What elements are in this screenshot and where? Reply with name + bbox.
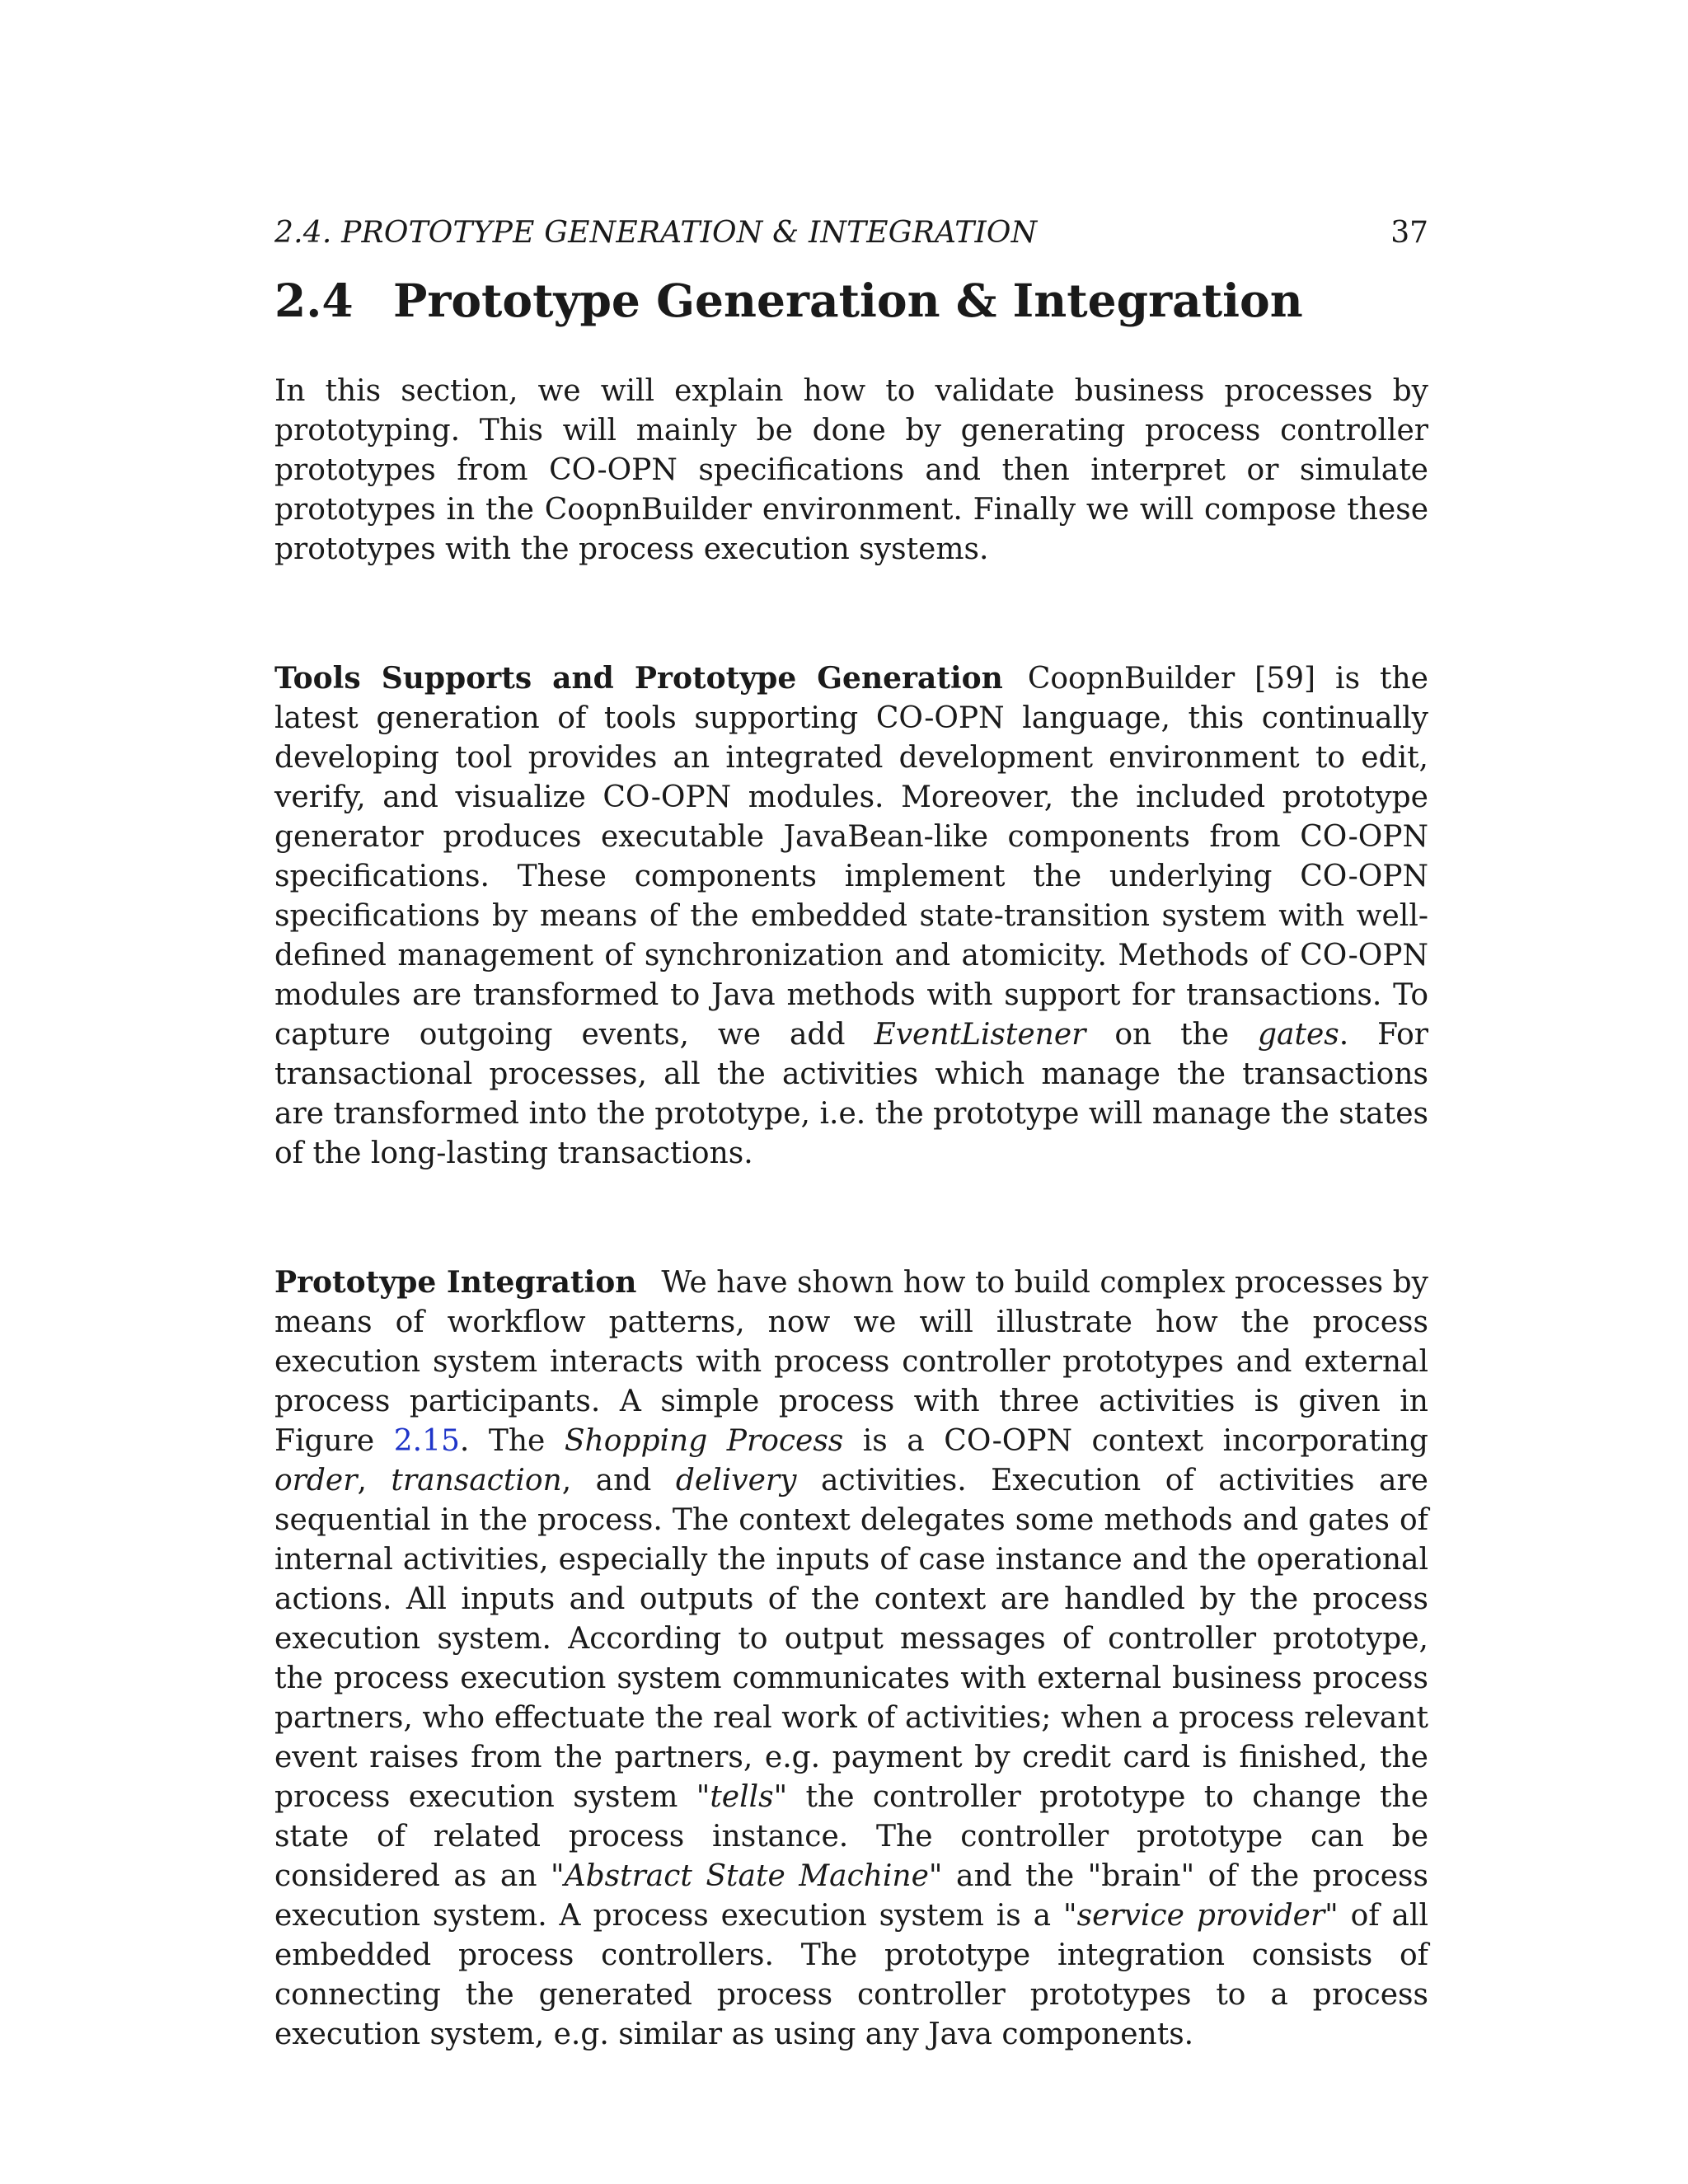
integration-text-7: the controller prototype to change the state of related process instance. The controller prototype can be considered as an [274, 1780, 1428, 1893]
integration-text-3: is a CO-OPN context incorporating [843, 1424, 1428, 1458]
document-page [274, 210, 1428, 2055]
tools-text-2: on the [1085, 1018, 1258, 1052]
section-number: 2.4 [274, 274, 354, 327]
intro-paragraph: In this section, we will explain how to validate business processes by prototyping. This will mainly be done by generating process controller prototypes from CO-OPN specifications and then interpret or simulate prototypes in the CoopnBuilder environment. Finally we will compose these prototypes with the process execution systems. [274, 374, 1428, 566]
page-number: 37 [1390, 216, 1428, 250]
integration-text-1: We have shown how to build complex processes by means of workflow patterns, now we will illustrate how the process execution system interacts with process controller prototypes and external process participants. A simple process with three activities is given in Figure [274, 1266, 1428, 1458]
integration-paragraph [274, 1263, 1428, 2055]
running-header [274, 210, 1428, 256]
tools-em-gates: gates [1257, 1018, 1339, 1052]
figure-reference-link[interactable]: 2.15 [393, 1424, 460, 1458]
integration-em-order: order [274, 1464, 358, 1497]
tools-heading: Tools Supports and Prototype Generation [274, 661, 1003, 696]
tools-paragraph [274, 658, 1428, 1174]
integration-em-abstract-state-machine: "Abstract State Machine" [551, 1859, 943, 1893]
integration-text-2: . The [459, 1424, 565, 1458]
integration-em-tells: "tells" [696, 1780, 788, 1814]
integration-em-shopping-process: Shopping Process [564, 1424, 844, 1458]
integration-text-4: , [357, 1464, 392, 1497]
tools-em-eventlistener: EventListener [874, 1018, 1086, 1052]
integration-text-6: activities. Execution of activities are sequential in the process. The context delegates some methods and gates of internal activities, especially the inputs of case instance and the operational actions. All inputs and outputs of the context are handled by the process execution system. According to output messages of controller prototype, the process execution system communicates with external business process partners, who effectuate the real work of activities; when a process relevant event raises from the partners, e.g. payment by credit card is finished, the process execution system [274, 1464, 1428, 1814]
integration-em-service-provider: "service provider" [1063, 1899, 1339, 1933]
integration-text-9: of all embedded process controllers. The prototype integration consists of connecting the generated process controller prototypes to a process execution system, e.g. similar as using any Java components. [274, 1899, 1429, 2051]
section-heading [274, 268, 1428, 334]
running-header-title: 2.4. PROTOTYPE GENERATION & INTEGRATION [274, 216, 1038, 250]
integration-text-8: and the "brain" of the process execution system. A process execution system is a [274, 1859, 1428, 1933]
integration-heading: Prototype Integration [274, 1265, 637, 1300]
integration-text-5: , and [561, 1464, 676, 1497]
integration-em-transaction: transaction [391, 1464, 562, 1497]
tools-text-3: . For transactional processes, all the activities which manage the transactions are transformed into the prototype, i.e. the prototype will manage the states of the long-lasting transactions. [274, 1018, 1429, 1170]
tools-text-1: CoopnBuilder [59] is the latest generation of tools supporting CO-OPN language, this continually developing tool provides an integrated development environment to edit, verify, and visualize CO-OPN modules. Moreover, the included prototype generator produces executable JavaBean-like components from CO-OPN specifications. These components implement the underlying CO-OPN specifications by means of the embedded state-transition system with well-defined management of synchronization and atomicity. Methods of CO-OPN modules are transformed to Java methods with support for transactions. To capture outgoing events, we add [274, 662, 1428, 1052]
section-title: Prototype Generation & Integration [393, 274, 1303, 327]
integration-em-delivery: delivery [675, 1464, 797, 1497]
